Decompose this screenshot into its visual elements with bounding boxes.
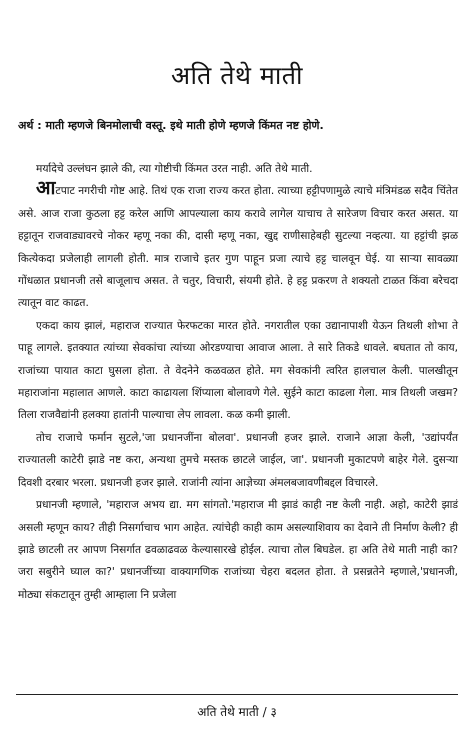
- drop-cap: आ: [36, 177, 56, 200]
- story-body: [18, 158, 458, 606]
- story-paragraph-4: प्रधानजी म्हणाले, 'महाराज अभय द्या. मग सांगतो.'महाराज मी झाडं काही नष्ट केली नाही. अहो, काटेरी झाडं असली म्हणून काय? तीही निसर्गाचाच भाग आहेत. त्यांचेही काही काम असल्याशिवाय का देवाने ती निर्माण केली? ही झाडे छाटली तर आपण निसर्गात ढवळाढवळ केल्यासारखे होईल. त्याचा तोल बिघडेल. हा अति तेथे माती नाही का? जरा सबुरीने घ्याल का?' प्रधानजींच्या वाक्यागणिक राजांच्या चेहरा बदलत होता. ते प्रसन्नतेने म्हणाले,'प्रधानजी, मोठ्या संकटातून तुम्ही आम्हाला नि प्रजेला: [18, 499, 458, 601]
- page-footer: अति तेथे माती / ३: [197, 705, 277, 719]
- intro-paragraph: मर्यादेचे उल्लंघन झाले की, त्या गोष्टीची किंमत उरत नाही. अति तेथे माती.: [36, 163, 313, 175]
- story-paragraph-1: [18, 177, 458, 314]
- meaning-line: अर्थ : माती म्हणजे बिनमोलाची वस्तू. इथे माती होणे म्हणजे किंमत नष्ट होणे.: [18, 119, 324, 132]
- story-paragraph-2: एकदा काय झालं, महाराज राज्यात फेरफटका मारत होते. नगरातील एका उद्यानापाशी येऊन तिथली शोभा ते पाहू लागले. इतक्यात त्यांच्या सेवकांचा त्यांच्या ओरडण्याचा आवाज आला. ते सारे तिकडे धावले. बघतात तो काय, राजांच्या पायात काटा घुसला होता. ते वेदनेने कळवळत होते. मग सेवकांनी त्वरित हालचाल केली. पालखीतून महाराजांना महालात आणले. काटा काढायला शिंप्याला बोलावणे गेले. सुईने काटा काढला गेला. मात्र तिथली जखम? तिला राजवैद्यांनी हलक्या हातांनी पाल्याचा लेप लावला. कळ कमी झाली.: [18, 319, 458, 422]
- page-title: अति तेथे माती: [170, 61, 304, 90]
- footer-divider: [16, 694, 458, 695]
- story-paragraph-1-text: टपाट नगरीची गोष्ट आहे. तिथं एक राजा राज्य करत होता. त्याच्या हट्टीपणामुळे त्याचे मंत्रिमंडळ सदैव चिंतेत असे. आज राजा कुठला हट्ट करेल आणि आपल्याला काय करावे लागेल याचाच ते सारेजण विचार करत असत. या हट्टातून राजवाड्यावरचे नोकर म्हणू नका की, दासी म्हणू नका, खुद्द राणीसाहेबही सुटल्या नव्हत्या. या हट्टांची झळ कित्येकदा प्रजेलाही लागली होती. मात्र राजाचे इतर गुण पाहून प्रजा त्याचे हट्ट चालवून घेई. या साऱ्या सावळ्या गोंधळात प्रधानजी तसे बाजूलाच असत. ते चतुर, विचारी, संयमी होते. हे हट्ट प्रकरण ते शक्यतो टाळत किंवा बरेचदा त्यातून वाट काढत.: [18, 185, 458, 310]
- story-paragraph-3: तोच राजाचे फर्मान सुटले,'जा प्रधानजींना बोलवा'. प्रधानजी हजर झाले. राजाने आज्ञा केली, 'उद्यांपर्यंत राज्यातली काटेरी झाडे नष्ट करा, अन्यथा तुमचे मस्तक छाटले जाईल, जा'. प्रधानजी मुकाटपणे बाहेर गेले. दुसऱ्या दिवशी दरबार भरला. प्रधानजी हजर झाले. राजांनी त्यांना आज्ञेच्या अंमलबजावणीबद्दल विचारले.: [18, 431, 458, 489]
